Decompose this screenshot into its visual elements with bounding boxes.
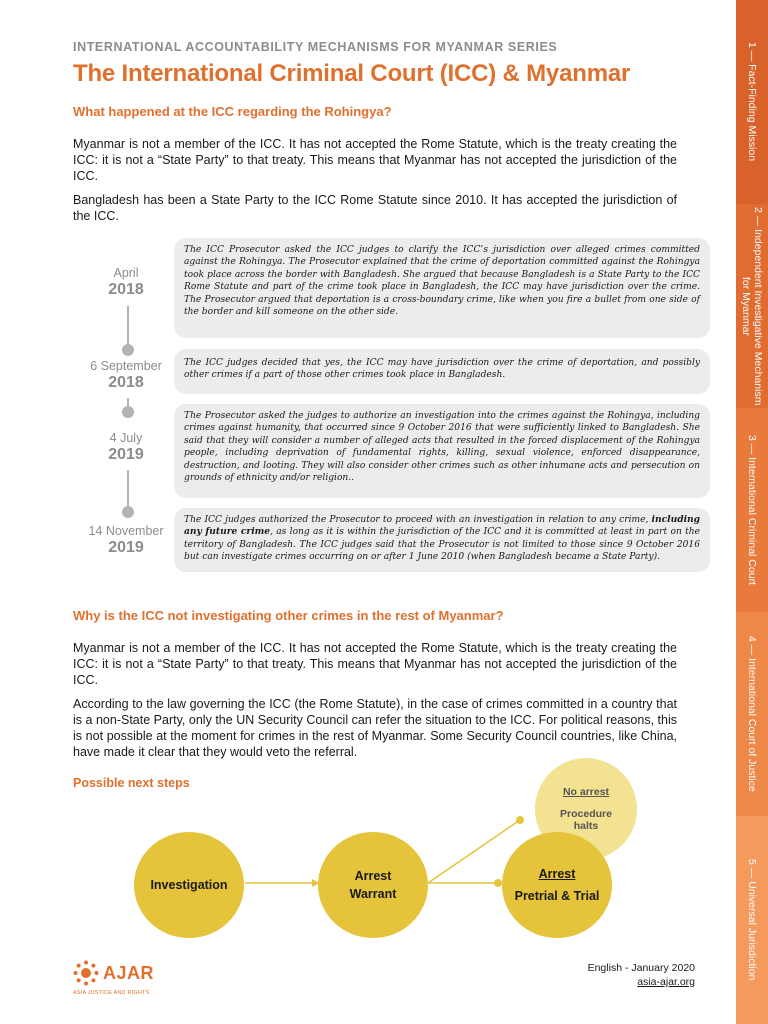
ajar-logo bbox=[73, 960, 155, 996]
timeline-event-box: The Prosecutor asked the judges to authorize an investigation into the crimes against the Rohingya, including crimes against humanity, that occurred since 9 October 2016 that were sufficiently linked to Bangladesh. She said that they will consider a number of alleged acts that resulted in the forced displacement of the Rohingya people, including deprivation of fundamental rights, killing, sexual violence, enforced disappearance, destruction, and looting. They will also consider other crimes such as other inhumane acts and persecution on grounds of ethnicity and/or religion.. bbox=[174, 404, 710, 498]
logo-name: AJAR bbox=[103, 963, 155, 983]
sidebar-tab-label: 2 — Independent Investigative Mechanism for Myanmar bbox=[740, 206, 764, 406]
edition-label: English - January 2020 bbox=[587, 962, 695, 974]
arrest-label: Arrest bbox=[538, 867, 576, 881]
sun-icon bbox=[73, 960, 99, 986]
arrest-warrant-circle bbox=[318, 832, 428, 938]
timeline-date-year: 2019 bbox=[108, 539, 144, 556]
sidebar-tab-label: 4 — International Court of Justice bbox=[746, 636, 758, 792]
arrest-trial-circle bbox=[502, 832, 612, 938]
paragraph-rome-statute: According to the law governing the ICC (the Rome Statute), in the case of crimes committed in a country that is a non-State Party, only the UN Security Council can refer the situation to the ICC. For political reasons, this is not possible at the moment for crimes in the rest of Myanmar. Some Security Council countries, like China, have made it clear that they would veto the referral. bbox=[73, 697, 677, 759]
sidebar-tab-icc[interactable] bbox=[736, 408, 768, 612]
sidebar-tab-label: 3 — International Criminal Court bbox=[746, 435, 758, 585]
procedure-label: Procedure bbox=[560, 808, 612, 820]
logo-tagline: ASIA JUSTICE AND RIGHTS bbox=[73, 990, 150, 996]
sidebar-tab-icj[interactable] bbox=[736, 612, 768, 816]
website-link[interactable]: asia-ajar.org bbox=[637, 976, 695, 988]
timeline-date-year: 2018 bbox=[108, 281, 144, 298]
timeline-date-day: April bbox=[113, 266, 139, 280]
timeline-date-year: 2018 bbox=[108, 374, 144, 391]
timeline-date-day: 14 November bbox=[88, 524, 164, 538]
paragraph-myanmar-not-member: Myanmar is not a member of the ICC. It has not accepted the Rome Statute, which is the treaty creating the ICC: it is not a “State Party” to that treaty. This means that Myanmar has not accepted the jurisdiction of the ICC. bbox=[73, 137, 677, 183]
series-label: INTERNATIONAL ACCOUNTABILITY MECHANISMS FOR MYANMAR SERIES bbox=[73, 40, 558, 54]
arrest-warrant-line1: Arrest bbox=[354, 869, 392, 883]
sidebar-tab-label: 1 — Fact-Finding Mission bbox=[746, 42, 758, 162]
connector-dot bbox=[516, 816, 524, 824]
sidebar-tab-universal-jurisdiction[interactable] bbox=[736, 816, 768, 1024]
next-steps-heading: Possible next steps bbox=[73, 776, 190, 790]
timeline-text-after: , as long as it is within the jurisdiction of the ICC and it is committed at least in part on the territory of Bangladesh. The ICC judges said that the Prosecutor is not limited to those since 9 October 2016 but can investigate crimes occurring on or after 1 June 2010 (when Bangladesh became a State Party). bbox=[184, 527, 700, 563]
sidebar-tab-iimm[interactable] bbox=[736, 204, 768, 408]
sidebar-tab-label: 5 — Universal Jurisdiction bbox=[746, 859, 758, 981]
timeline-text-bold: including any future crime bbox=[184, 514, 700, 538]
timeline-date-day: 6 September bbox=[90, 359, 162, 373]
timeline-text-before: The ICC judges authorized the Prosecutor to proceed with an investigation in relation to any crime, bbox=[184, 515, 652, 525]
page-title: The International Criminal Court (ICC) & Myanmar bbox=[73, 60, 631, 87]
sidebar-tab-fact-finding[interactable] bbox=[736, 0, 768, 204]
investigation-circle bbox=[134, 832, 244, 938]
series-sidebar bbox=[736, 0, 768, 1024]
investigation-label: Investigation bbox=[150, 878, 228, 892]
timeline-event-box: The ICC judges decided that yes, the ICC may have jurisdiction over the crime of deportation, and possibly other crimes if a part of those other crimes took place in Bangladesh. bbox=[174, 349, 710, 394]
timeline-event-box: The ICC Prosecutor asked the ICC judges to clarify the ICC’s jurisdiction over alleged crimes committed against the Rohingya. The Prosecutor explained that the crime of deportation committed against the Rohingya took place across the border with Bangladesh. She argued that because Bangladesh is a State Party to the ICC Rome Statute and part of the crime took place in Bangladesh, the ICC may have jurisdiction over the crime. The Prosecutor argued that deportation is a cross-boundary crime, like when you fire a bullet from one side of the border and kill someone on the other side. bbox=[174, 238, 710, 338]
paragraph-bangladesh-state-party: Bangladesh has been a State Party to the ICC Rome Statute since 2010. It has accepted the jurisdiction of the ICC. bbox=[73, 193, 677, 223]
no-arrest-label: No arrest bbox=[562, 786, 610, 798]
timeline-date-day: 4 July bbox=[109, 431, 143, 445]
halts-label: halts bbox=[573, 820, 599, 832]
pretrial-trial-label: Pretrial & Trial bbox=[514, 889, 600, 903]
connector-dot bbox=[494, 879, 502, 887]
section-heading-rohingya: What happened at the ICC regarding the Rohingya? bbox=[73, 104, 392, 119]
section-heading-other-crimes: Why is the ICC not investigating other crimes in the rest of Myanmar? bbox=[73, 608, 504, 623]
arrest-warrant-line2: Warrant bbox=[349, 887, 397, 901]
timeline-date-year: 2019 bbox=[108, 446, 144, 463]
paragraph-myanmar-not-member-2: Myanmar is not a member of the ICC. It has not accepted the Rome Statute, which is the treaty creating the ICC: it is not a “State Party” to that treaty. This means that Myanmar has not accepted the jurisdiction of the ICC. bbox=[73, 641, 677, 687]
